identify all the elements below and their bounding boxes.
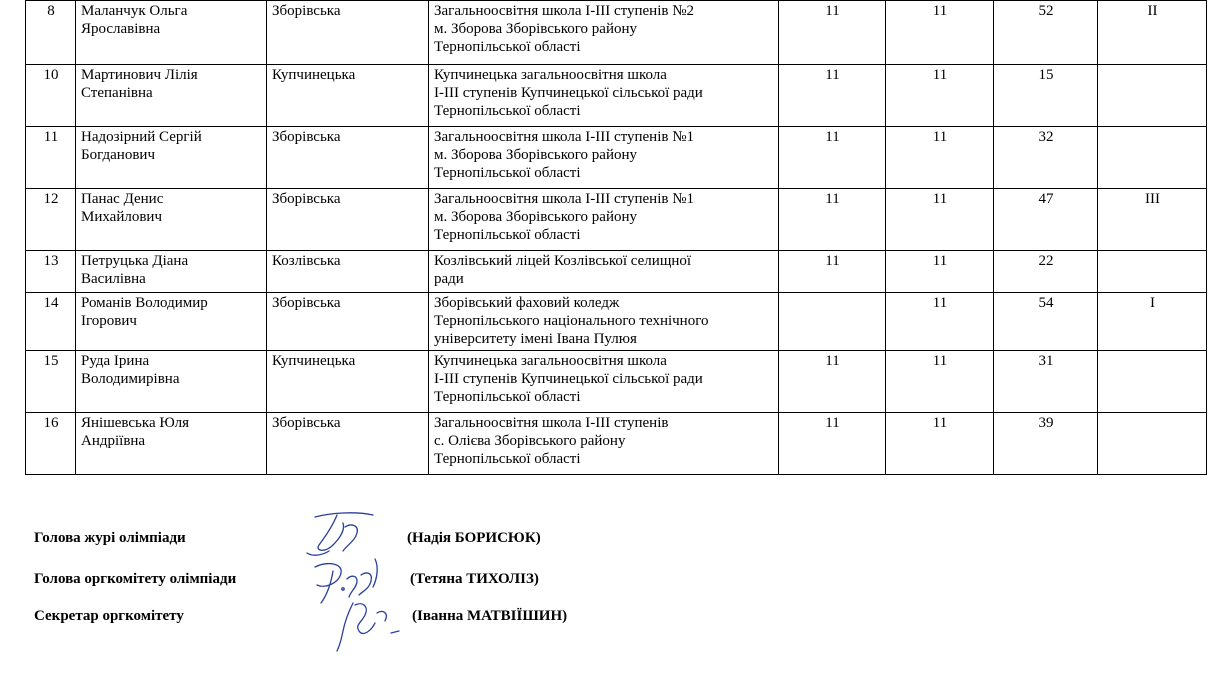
- participant-name-cell: [76, 189, 267, 251]
- name-line: Руда Ірина: [81, 353, 150, 369]
- name-line: Михайлович: [81, 209, 162, 225]
- score-cell: 54: [994, 293, 1098, 351]
- community-cell: Зборівська: [267, 293, 429, 351]
- place-cell: [1098, 351, 1207, 413]
- class-cell: 11: [779, 251, 886, 293]
- class-cell: [779, 293, 886, 351]
- school-line: університету імені Івана Пулюя: [434, 331, 637, 347]
- school-line: Тернопільської області: [434, 165, 581, 181]
- school-cell: [429, 65, 779, 127]
- class-cell: 11: [779, 413, 886, 475]
- row-number-cell: 16: [26, 413, 76, 475]
- school-line: Загальноосвітня школа І-ІІІ ступенів №1: [434, 129, 695, 145]
- results-table: [25, 0, 1207, 475]
- community-cell: Зборівська: [267, 189, 429, 251]
- school-cell: [429, 413, 779, 475]
- name-line: Богданович: [81, 147, 155, 163]
- name-line: Степанівна: [81, 85, 153, 101]
- table-row: [26, 127, 1207, 189]
- community-cell: Зборівська: [267, 127, 429, 189]
- school-line: Тернопільської області: [434, 389, 581, 405]
- grade-cell: 11: [886, 189, 994, 251]
- name-line: Мартинович Лілія: [81, 67, 198, 83]
- score-cell: 31: [994, 351, 1098, 413]
- school-line: Купчинецька загальноосвітня школа: [434, 353, 667, 369]
- participant-name-cell: [76, 65, 267, 127]
- place-cell: [1098, 127, 1207, 189]
- score-cell: 47: [994, 189, 1098, 251]
- row-number-cell: 11: [26, 127, 76, 189]
- table-row: [26, 351, 1207, 413]
- participant-name-cell: [76, 413, 267, 475]
- grade-cell: 11: [886, 351, 994, 413]
- community-cell: Зборівська: [267, 413, 429, 475]
- school-cell: [429, 189, 779, 251]
- grade-cell: 11: [886, 251, 994, 293]
- table-row: [26, 293, 1207, 351]
- name-line: Василівна: [81, 271, 146, 287]
- signature-name-jury-head: (Надія БОРИСЮК): [407, 530, 541, 546]
- community-cell: Козлівська: [267, 251, 429, 293]
- name-line: Ігорович: [81, 313, 137, 329]
- school-cell: [429, 1, 779, 65]
- score-cell: 22: [994, 251, 1098, 293]
- row-number-cell: 13: [26, 251, 76, 293]
- grade-cell: 11: [886, 1, 994, 65]
- school-line: Тернопільської області: [434, 39, 581, 55]
- name-line: Петруцька Діана: [81, 253, 189, 269]
- participant-name-cell: [76, 127, 267, 189]
- name-line: Надозірний Сергій: [81, 129, 202, 145]
- name-line: Романів Володимир: [81, 295, 208, 311]
- school-line: І-ІІІ ступенів Купчинецької сільської ради: [434, 85, 703, 101]
- school-line: Зборівський фаховий коледж: [434, 295, 620, 311]
- participant-name-cell: [76, 251, 267, 293]
- handwritten-signatures-icon: [285, 505, 405, 655]
- school-line: м. Зборова Зборівського району: [434, 209, 638, 225]
- grade-cell: 11: [886, 65, 994, 127]
- grade-cell: 11: [886, 127, 994, 189]
- name-line: Панас Денис: [81, 191, 164, 207]
- school-line: с. Олієва Зборівського району: [434, 433, 626, 449]
- name-line: Андріївна: [81, 433, 146, 449]
- school-line: м. Зборова Зборівського району: [434, 147, 638, 163]
- school-line: м. Зборова Зборівського району: [434, 21, 638, 37]
- place-cell: [1098, 251, 1207, 293]
- score-cell: 15: [994, 65, 1098, 127]
- class-cell: 11: [779, 189, 886, 251]
- school-line: Загальноосвітня школа І-ІІІ ступенів №1: [434, 191, 695, 207]
- name-line: Маланчук Ольга: [81, 3, 188, 19]
- table-row: [26, 65, 1207, 127]
- grade-cell: 11: [886, 293, 994, 351]
- school-line: Козлівський ліцей Козлівської селищної: [434, 253, 692, 269]
- place-cell: I: [1098, 293, 1207, 351]
- school-line: І-ІІІ ступенів Купчинецької сільської ради: [434, 371, 703, 387]
- school-cell: [429, 251, 779, 293]
- place-cell: [1098, 413, 1207, 475]
- score-cell: 52: [994, 1, 1098, 65]
- row-number-cell: 12: [26, 189, 76, 251]
- table-row: [26, 251, 1207, 293]
- table-body: [26, 1, 1207, 475]
- table-row: [26, 189, 1207, 251]
- class-cell: 11: [779, 1, 886, 65]
- participant-name-cell: [76, 351, 267, 413]
- name-line: Янішевська Юля: [81, 415, 189, 431]
- class-cell: 11: [779, 351, 886, 413]
- grade-cell: 11: [886, 413, 994, 475]
- school-line: Загальноосвітня школа І-ІІІ ступенів №2: [434, 3, 695, 19]
- community-cell: Купчинецька: [267, 351, 429, 413]
- school-cell: [429, 293, 779, 351]
- row-number-cell: 14: [26, 293, 76, 351]
- place-cell: [1098, 65, 1207, 127]
- name-line: Володимирівна: [81, 371, 180, 387]
- school-cell: [429, 127, 779, 189]
- name-line: Ярославівна: [81, 21, 161, 37]
- school-line: Тернопільської області: [434, 103, 581, 119]
- school-line: Купчинецька загальноосвітня школа: [434, 67, 667, 83]
- row-number-cell: 15: [26, 351, 76, 413]
- school-line: Тернопільського національного технічного: [434, 313, 709, 329]
- participant-name-cell: [76, 293, 267, 351]
- community-cell: Зборівська: [267, 1, 429, 65]
- class-cell: 11: [779, 65, 886, 127]
- school-cell: [429, 351, 779, 413]
- score-cell: 39: [994, 413, 1098, 475]
- class-cell: 11: [779, 127, 886, 189]
- row-number-cell: 10: [26, 65, 76, 127]
- row-number-cell: 8: [26, 1, 76, 65]
- school-line: ради: [434, 271, 464, 287]
- place-cell: III: [1098, 189, 1207, 251]
- table-row: [26, 413, 1207, 475]
- school-line: Тернопільської області: [434, 451, 581, 467]
- place-cell: II: [1098, 1, 1207, 65]
- signature-role-secretary: Секретар оргкомітету: [34, 608, 184, 624]
- signature-name-secretary: (Іванна МАТВІЇШИН): [412, 608, 568, 624]
- score-cell: 32: [994, 127, 1098, 189]
- school-line: Загальноосвітня школа І-ІІІ ступенів: [434, 415, 669, 431]
- table-row: [26, 1, 1207, 65]
- community-cell: Купчинецька: [267, 65, 429, 127]
- signature-role-jury-head: Голова журі олімпіади: [34, 530, 186, 546]
- signature-role-orgcommittee-head: Голова оргкомітету олімпіади: [34, 571, 237, 587]
- school-line: Тернопільської області: [434, 227, 581, 243]
- signature-name-orgcommittee-head: (Тетяна ТИХОЛІЗ): [410, 571, 539, 587]
- participant-name-cell: [76, 1, 267, 65]
